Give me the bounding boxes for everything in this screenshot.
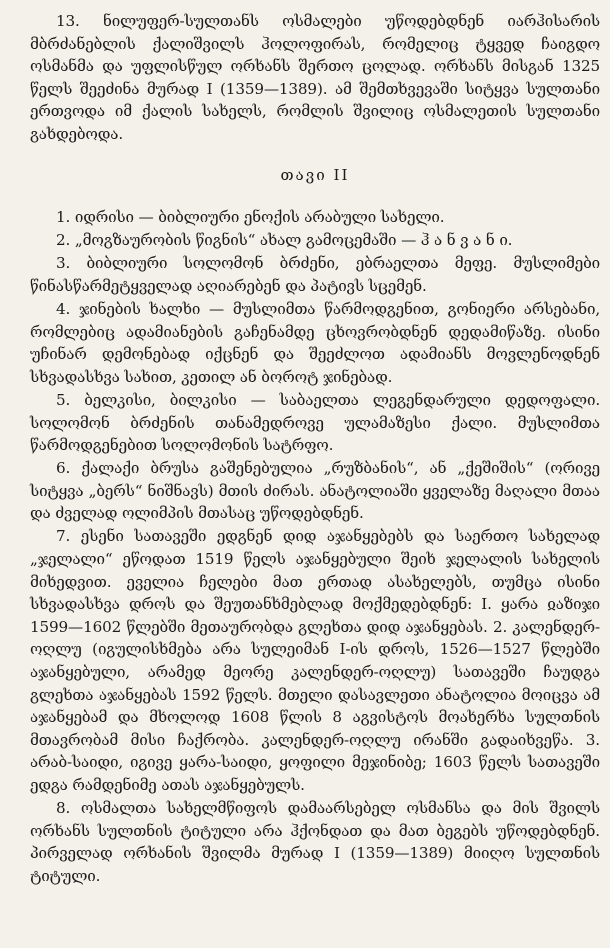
chapter-heading: თავი II [280, 165, 350, 184]
intro-paragraph: 13. ნილუფერ-სულთანს ოსმალები უწოდებდნენ იარჰისარის მბრძანებლის ქალიშვილს ჰოლოფირას, რომელიც ტყვედ ჩაიგდო ოსმანმა და უფლისწულ ორხანს შერთო ცოლად. ორხანს მისგან 1325 წელს შეეძინა მურად I (1359—1389). ამ შემთხვევაში სიტყვა სულთანი ერთვოდა იმ ქალის სახელს, რომლის შვილიც ოსმალეთის სულთანი გახდებოდა. [30, 12, 600, 143]
note-1: 1. იდრისი — ბიბლიური ენოქის არაბული სახელი. [56, 208, 445, 227]
note-2: 2. „მოგზაურობის წიგნის“ ახალ გამოცემაში — ჰ ა ნ ვ ა ნ ი. [56, 231, 513, 250]
note-4: 4. ჯინების ხალხი — მუსლიმთა წარმოდგენით, გონიერი არსებანი, რომლებიც ადამიანების გაჩენამდე ცხოვრობდნენ დედამიწაზე. ისინი უჩინარ დემონებად იქცნენ და შეეძლოთ ადამიანს მოვლენოდნენ სხვადასხვა სახით, კეთილ ან ბოროტ ჯინებად. [30, 300, 600, 386]
note-6: 6. ქალაქი ბრუსა გაშენებულია „რუზბანის“, ან „ქეშიშის“ (ორივე სიტყვა „ბერს“ ნიშნავს) მთის ძირას. ანატოლიაში ყველაზე მაღალი მთაა და ძველად ოლიმპის მთასაც უწოდებდნენ. [30, 459, 600, 523]
note-3: 3. ბიბლიური სოლომონ ბრძენი, ებრაელთა მეფე. მუსლიმები წინასწარმეტყველად აღიარებენ და პატივს სცემენ. [30, 254, 600, 295]
note-8: 8. ოსმალთა სახელმწიფოს დამაარსებელ ოსმანსა და მის შვილს ორხანს სულთნის ტიტული არა ჰქონდათ და მათ ბეგებს უწოდებდნენ. პირველად ორხანის შვილმა მურად I (1359—1389) მიიღო სულთნის ტიტული. [30, 799, 600, 885]
page-text [30, 10, 600, 888]
notes-list [30, 206, 600, 887]
note-7: 7. ესენი სათავეში ედგნენ დიდ აჯანყებებს და საერთო სახელად „ჯელალი“ ეწოდათ 1519 წელს აჯანყებული შეიხ ჯელალის სახელის მიხედვით. ეველია ჩელები მათ ერთად ასახელებს, თუმცა ისინი სხვადასხვა დროს და შეუთანხმებლად მოქმედებდნენ: I. ყარა ჲაზიჯი 1599—1602 წლებში მეთაურობდა გლეხთა დიდ აჯანყებას. 2. კალენდერ-ოღლუ (იგულისხმება არა სულეიმან I-ის დროს, 1526—1527 წლებში აჯანყებული, არამედ მეორე კალენდერ-ოღლუ) სათავეში ჩაუდგა გლეხთა აჯანყებას 1592 წელს. მთელი დასავლეთი ანატოლია მოიცვა ამ აჯანყებამ და მხოლოდ 1608 წლის 8 აგვისტოს მოახერხა სულთნის მთავრობამ მისი ჩაქრობა. კალენდერ-ოღლუ ირანში გადაიხვეწა. 3. არაბ-საიდი, იგივე ყარა-საიდი, ყოფილი მეჯინიბე; 1603 წელს სათავეში ედგა რამდენიმე ათას აჯანყებულს. [30, 527, 600, 794]
note-5: 5. ბელკისი, ბილკისი — საბაელთა ლეგენდარული დედოფალი. სოლომონ ბრძენის თანამედროვე ულამაზესი ქალი. მუსლიმთა წარმოდგენებით სოლომონის სატრფო. [30, 390, 600, 455]
